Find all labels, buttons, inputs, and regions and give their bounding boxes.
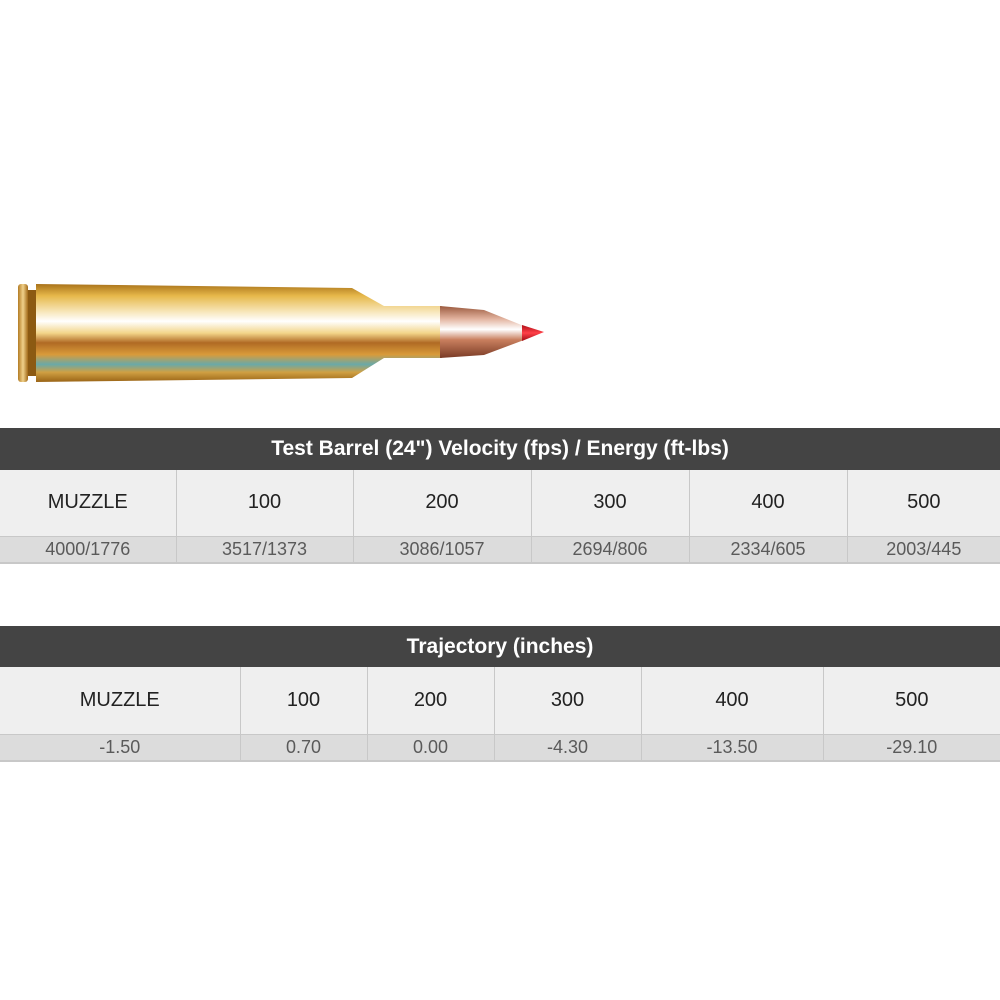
- trajectory-header-500: 500: [823, 667, 1000, 734]
- trajectory-value-200: 0.00: [367, 734, 494, 761]
- trajectory-value-100: 0.70: [240, 734, 367, 761]
- velocity-header-100: 100: [176, 470, 353, 536]
- trajectory-value-500: -29.10: [823, 734, 1000, 761]
- trajectory-value-muzzle: -1.50: [0, 734, 240, 761]
- velocity-value-muzzle: 4000/1776: [0, 536, 176, 563]
- velocity-value-100: 3517/1373: [176, 536, 353, 563]
- trajectory-header-300: 300: [494, 667, 641, 734]
- trajectory-header-muzzle: MUZZLE: [0, 667, 240, 734]
- trajectory-table: [0, 626, 1000, 762]
- velocity-value-200: 3086/1057: [353, 536, 531, 563]
- trajectory-value-400: -13.50: [641, 734, 823, 761]
- velocity-header-300: 300: [531, 470, 689, 536]
- velocity-header-500: 500: [847, 470, 1000, 536]
- trajectory-header-200: 200: [367, 667, 494, 734]
- trajectory-header-100: 100: [240, 667, 367, 734]
- velocity-table-title: Test Barrel (24") Velocity (fps) / Energy (ft-lbs): [0, 428, 1000, 470]
- velocity-header-muzzle: MUZZLE: [0, 470, 176, 536]
- velocity-energy-table: [0, 428, 1000, 564]
- trajectory-table-title: Trajectory (inches): [0, 626, 1000, 667]
- cartridge-rim: [18, 284, 28, 382]
- velocity-header-200: 200: [353, 470, 531, 536]
- bullet-tip: [522, 325, 544, 341]
- bullet-jacket: [440, 306, 524, 358]
- trajectory-header-400: 400: [641, 667, 823, 734]
- velocity-header-400: 400: [689, 470, 847, 536]
- cartridge-extractor-groove: [28, 290, 36, 376]
- velocity-value-500: 2003/445: [847, 536, 1000, 563]
- cartridge-case: [36, 284, 442, 382]
- velocity-value-400: 2334/605: [689, 536, 847, 563]
- velocity-value-300: 2694/806: [531, 536, 689, 563]
- cartridge-image: [14, 278, 554, 390]
- trajectory-value-300: -4.30: [494, 734, 641, 761]
